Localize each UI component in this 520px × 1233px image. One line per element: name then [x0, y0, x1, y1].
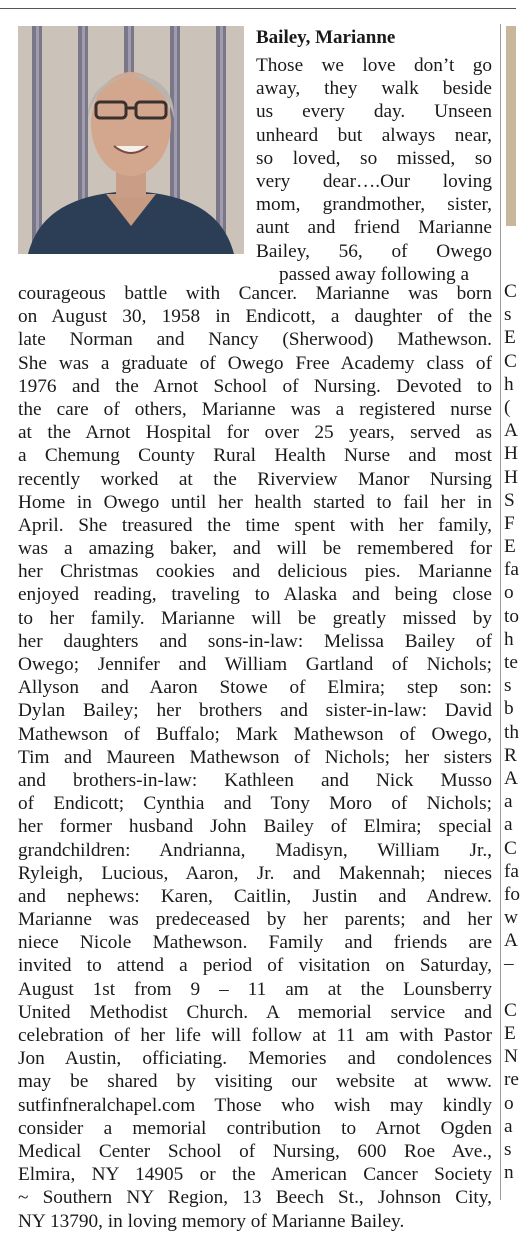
text-line: Elmira, NY 14905 or the American Cancer Society — [18, 1164, 492, 1186]
text-line: enjoyed reading, traveling to Alaska and being close — [18, 584, 492, 606]
text-line: niece Nicole Mathewson. Family and friends are — [18, 932, 492, 954]
adjacent-column-fragment — [504, 976, 516, 999]
text-line: of Endicott; Cynthia and Tony Moro of Nichols; — [18, 793, 492, 815]
text-line: April. She treasured the time spent with her family, — [18, 514, 492, 536]
adjacent-column-fragment: o — [504, 1092, 514, 1114]
obituary-name-heading: Bailey, Marianne — [256, 27, 396, 48]
adjacent-column-fragment: s — [504, 1138, 512, 1160]
adjacent-column-fragment: A — [504, 420, 518, 442]
text-line: mom, grandmother, sister, — [256, 194, 492, 216]
text-line: may be shared by visiting our website at www. — [18, 1071, 492, 1093]
adjacent-column-fragment: fa — [504, 559, 519, 581]
text-line: Dylan Bailey; her brothers and sister-in-law: David — [18, 700, 492, 722]
portrait-photo — [18, 26, 244, 254]
text-line: very dear….Our loving — [256, 170, 492, 192]
text-line: ~ Southern NY Region, 13 Beech St., Johnson City, — [18, 1187, 492, 1209]
text-line: at the Arnot Hospital for over 25 years, served as — [18, 422, 492, 444]
text-line: Tim and Maureen Mathewson of Nichols; her sisters — [18, 746, 492, 768]
adjacent-column-text — [504, 280, 520, 1184]
text-line: courageous battle with Cancer. Marianne was born — [18, 283, 492, 304]
adjacent-column-fragment: H — [504, 443, 518, 465]
adjacent-column-fragment: te — [504, 652, 518, 673]
text-line: 1976 and the Arnot School of Nursing. Devoted to — [18, 375, 492, 397]
text-line: was a amazing baker, and will be remembered for — [18, 538, 492, 560]
adjacent-column-fragment: A — [504, 930, 518, 952]
adjacent-column-fragment: E — [504, 327, 516, 349]
text-line: unheard but always near, — [256, 124, 492, 146]
text-line: celebration of her life will follow at 11 am with Pastor — [18, 1025, 492, 1046]
text-line: a Chemung County Rural Health Nurse and most — [18, 445, 492, 467]
adjacent-column-fragment: s — [504, 304, 512, 326]
text-line: us every day. Unseen — [256, 101, 492, 123]
adjacent-column-fragment: fo — [504, 883, 520, 905]
text-line: away, they walk beside — [256, 78, 492, 100]
adjacent-column-fragment: h — [504, 628, 514, 650]
adjacent-column-fragment: C — [504, 999, 517, 1021]
adjacent-column-fragment: b — [504, 698, 514, 720]
adjacent-column-fragment: E — [504, 536, 516, 558]
adjacent-column-fragment: to — [504, 605, 519, 627]
text-line: sutfinfneralchapel.com Those who wish may kindly — [18, 1094, 492, 1116]
text-line: and nephews: Karen, Caitlin, Justin and Andrew. — [18, 885, 492, 907]
text-line: Jon Austin, officiating. Memories and condolences — [18, 1048, 492, 1070]
adjacent-column-fragment: a — [504, 1115, 513, 1137]
text-line: Mathewson of Buffalo; Mark Mathewson of Owego, — [18, 723, 492, 745]
adjacent-column-fragment: – — [504, 953, 514, 975]
adjacent-column-fragment: th — [504, 721, 519, 743]
adjacent-photo-edge — [506, 26, 516, 226]
text-line: recently worked at the Riverview Manor Nursing — [18, 468, 492, 490]
adjacent-column-fragment: S — [504, 489, 515, 511]
column-divider — [500, 24, 501, 1200]
text-line: late Norman and Nancy (Sherwood) Mathewson. — [18, 329, 492, 351]
text-line: her Christmas cookies and delicious pies. Marianne — [18, 561, 492, 583]
text-line: Allyson and Aaron Stowe of Elmira; step son: — [18, 677, 492, 699]
text-line: Owego; Jennifer and William Gartland of Nichols; — [18, 654, 492, 675]
text-line: to her family. Marianne will be greatly missed by — [18, 607, 492, 629]
text-line: Bailey, 56, of Owego — [256, 240, 492, 262]
adjacent-column-fragment: n — [504, 1162, 514, 1184]
adjacent-column-fragment: ( — [504, 396, 511, 418]
adjacent-column-fragment: a — [504, 814, 513, 836]
text-line: so loved, so missed, so — [256, 147, 492, 169]
adjacent-column-fragment: C — [504, 350, 517, 372]
text-line: Medical Center School of Nursing, 600 Roe Ave., — [18, 1140, 492, 1162]
text-line: August 1st from 9 – 11 am at the Lounsberry — [18, 978, 492, 1000]
text-line: United Methodist Church. A memorial service and — [18, 1001, 492, 1023]
text-line: She was a graduate of Owego Free Academy class of — [18, 352, 492, 374]
adjacent-column-fragment: A — [504, 767, 518, 789]
text-line: her former husband John Bailey of Elmira; special — [18, 816, 492, 838]
text-line: Marianne was predeceased by her parents; and her — [18, 909, 492, 931]
text-line: on August 30, 1958 in Endicott, a daughter of the — [18, 306, 492, 328]
adjacent-column-fragment: N — [504, 1046, 518, 1068]
obituary-body — [18, 282, 492, 1233]
top-rule — [0, 8, 516, 9]
text-line: aunt and friend Marianne — [256, 217, 492, 239]
adjacent-column-fragment: fa — [504, 860, 519, 882]
text-line: grandchildren: Andrianna, Madisyn, William Jr., — [18, 839, 492, 861]
adjacent-column-fragment: a — [504, 791, 513, 813]
text-line: passed away following a — [278, 263, 470, 285]
text-line: the care of others, Marianne was a registered nurse — [18, 398, 492, 420]
text-line: and brothers-in-law: Kathleen and Nick Musso — [18, 769, 492, 791]
intro-paragraph — [256, 54, 492, 286]
adjacent-column-fragment: re — [504, 1069, 519, 1091]
text-line: NY 13790, in loving memory of Marianne Bailey. — [18, 1210, 405, 1232]
adjacent-column-fragment: C — [504, 281, 517, 302]
text-line: consider a memorial contribution to Arnot Ogden — [18, 1117, 492, 1139]
text-line: Those we love don’t go — [256, 55, 492, 76]
adjacent-column-fragment: h — [504, 373, 514, 395]
adjacent-column-fragment: R — [504, 744, 517, 766]
adjacent-column-fragment: s — [504, 675, 512, 697]
adjacent-column-fragment: o — [504, 582, 514, 604]
text-line: Ryleigh, Lucious, Aaron, Jr. and Makennah; nieces — [18, 862, 492, 884]
text-line: her daughters and sons-in-law: Melissa Bailey of — [18, 630, 492, 652]
adjacent-column-fragment: C — [504, 837, 517, 859]
adjacent-column-fragment: E — [504, 1023, 516, 1044]
text-line: Home in Owego until her health started to fail her in — [18, 491, 492, 513]
text-line: invited to attend a period of visitation on Saturday, — [18, 955, 492, 977]
adjacent-column-fragment: w — [504, 907, 518, 929]
adjacent-column-fragment: H — [504, 466, 518, 488]
adjacent-column-fragment: F — [504, 512, 515, 534]
